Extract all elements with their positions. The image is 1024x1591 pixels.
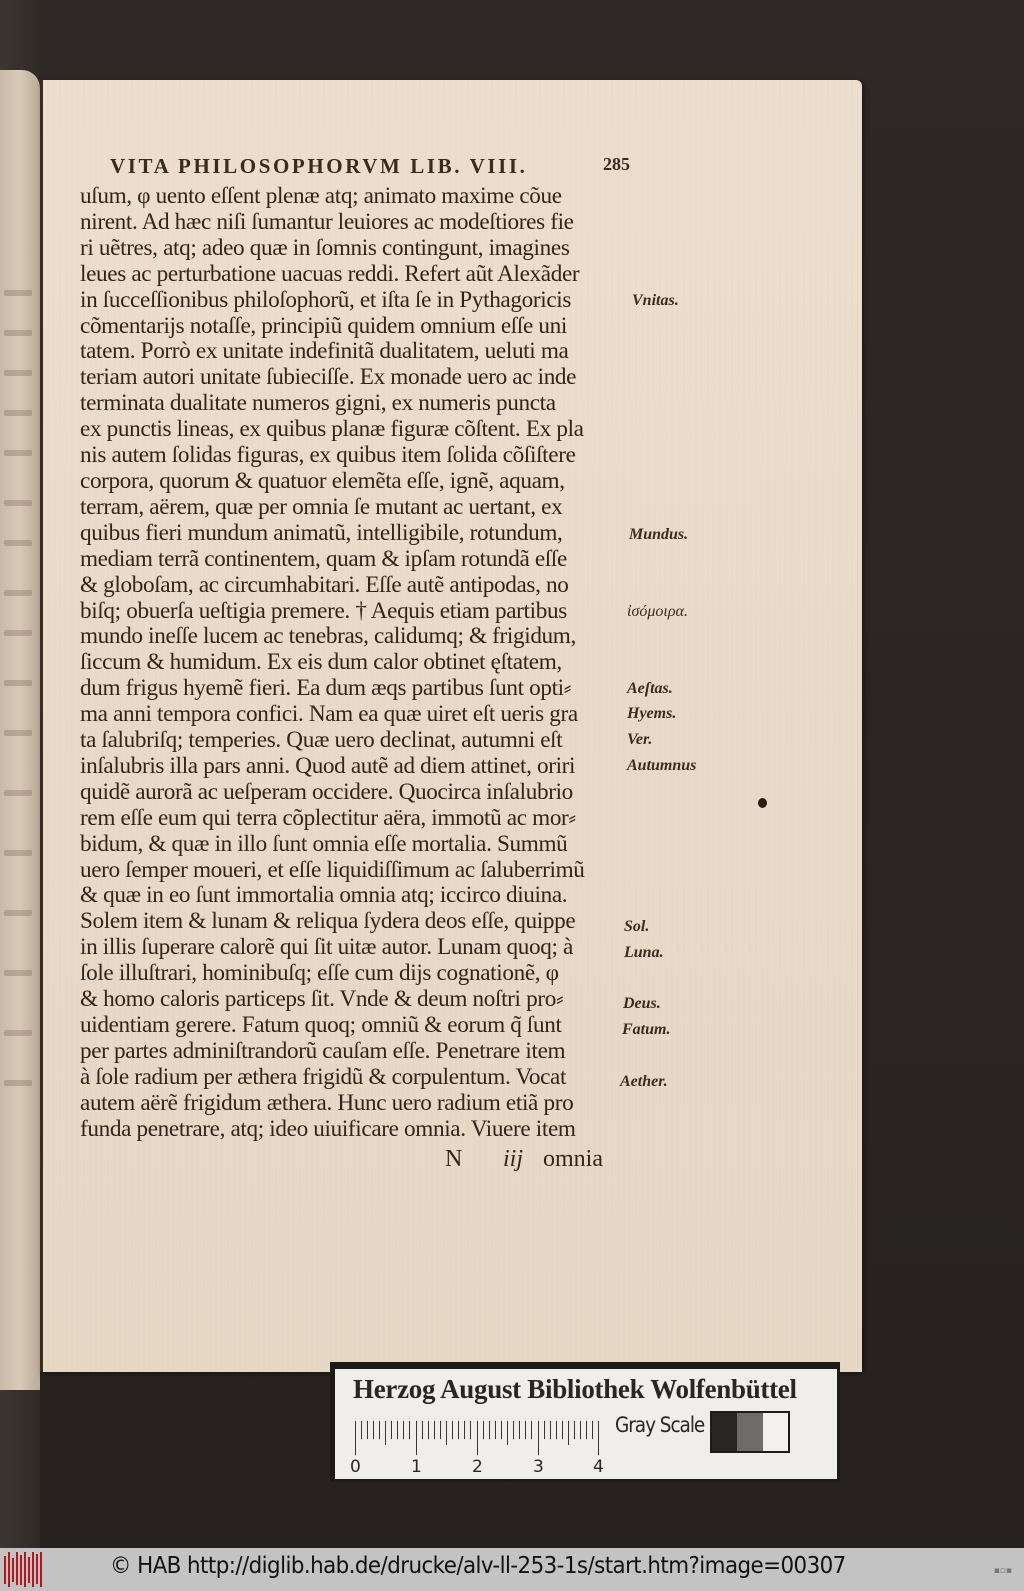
measurement-ruler [350,1421,604,1477]
text-line: uidentiam gerere. Fatum quoq; omniũ & eorum q̃ ſunt [80,1012,562,1038]
text-line: mundo ineſſe lucem ac tenebras, calidumq; & frigidum, [80,623,576,650]
text-line: ſole illuſtrari, hominibuſq; eſſe cum dijs cognationẽ, φ [80,960,559,987]
text-line: in illis ſuperare calorẽ qui ſit uitæ autor. Lunam quoq; à [80,934,573,961]
text-line: nirent. Ad hæc niſi ſumantur leuiores ac modeſtiores fie [80,208,574,235]
text-line: bidum, & quæ in illo ſunt omnia eſſe mortalia. Summũ [80,830,568,857]
text-line: uero ſemper moueri, et eſſe liquidiſſimum ac ſaluberrimũ [80,856,585,883]
text-line: ex punctis lineas, ex quibus planæ figuræ cõſtent. Ex pla [80,416,584,443]
text-line: in ſucceſſionibus philoſophorũ, et iſta ſe in Pythagoricis [80,286,572,313]
text-line: ri uẽtres, atq; adeo quæ in ſomnis contingunt, imagines [80,234,570,261]
text-line: terminata dualitate numeros gigni, ex numeris puncta [80,390,556,417]
text-line: biſq; obuerſa ueſtigia premere. † Aequis etiam partibus [80,597,567,624]
margin-note-aether: Aether. [620,1073,668,1090]
ruler-label-0: 0 [350,1457,361,1477]
text-line: à ſole radium per æthera frigidũ & corpulentum. Vocat [80,1063,567,1090]
text-line: leues ac perturbatione uacuas reddi. Refert aũt Alexãder [80,260,580,287]
gray-scale-label: Gray Scale [615,1413,705,1437]
margin-note-hyems: Hyems. [627,705,677,722]
margin-note-aestas: Aeſtas. [627,680,673,697]
text-line: & globoſam, ac circumhabitari. Eſſe autẽ antipodas, no [80,571,569,598]
footer-bar [0,1548,1024,1591]
copyright-link[interactable]: © HAB http://diglib.hab.de/drucke/alv-ll-253-1s/start.htm?image=00307 [110,1553,846,1579]
text-line: corpora, quorum & quatuor elemẽta eſſe, ignẽ, aquam, [80,467,565,494]
text-line: & quæ in eo ſunt immortalia omnia atq; iccirco diuina. [80,882,568,909]
text-line: cõmentarijs notaſſe, principiũ quidem omnium eſſe uni [80,312,567,339]
margin-note-autumnus: Autumnus [627,757,697,774]
swatch-dark [712,1413,737,1451]
text-line: per partes adminiſtrandorũ cauſam eſſe. Penetrare item [80,1037,566,1064]
text-line: uſum, φ uento eſſent plenæ atq; animato maxime cõue [80,183,562,209]
text-line: inſalubris illa pars anni. Quod autẽ ad diem attinet, oriri [80,752,576,779]
margin-note-ver: Ver. [627,731,653,748]
library-name: Herzog August Bibliothek Wolfenbüttel [353,1374,797,1404]
text-line: quidẽ aurorã ac ueſperam occidere. Quocirca inſalubrio [80,778,573,805]
color-reference-card [330,1362,840,1482]
text-line: terram, aërem, quæ per omnia ſe mutant ac uertant, ex [80,493,563,520]
text-line: & homo caloris particeps ſit. Vnde & deum noſtri pro⸗ [80,986,564,1013]
text-line: ta ſalubriſq; temperies. Quæ uero declinat, autumni eſt [80,727,563,754]
previous-page-edge [0,70,40,1390]
signature-mark: N [445,1146,463,1172]
text-line: nis autem ſolidas figuras, ex quibus item ſolida cõſiſtere [80,442,576,469]
text-line: dum frigus hyemẽ fieri. Ea dum æqs partibus ſunt opti⸗ [80,675,572,702]
menu-dots-icon[interactable]: ▪▫▪ [993,1566,1012,1576]
text-line: ſiccum & humidum. Ex eis dum calor obtinet ęſtatem, [80,649,562,676]
margin-note-luna: Luna. [624,944,664,961]
hab-barcode-logo-icon [4,1552,46,1587]
margin-note-mundus: Mundus. [629,526,689,543]
catchword: omnia [543,1146,603,1172]
text-line: rem eſſe eum qui terra cõplectitur aëra, immotũ ac mor⸗ [80,804,576,831]
ruler-label-3: 3 [533,1457,544,1477]
ruler-label-1: 1 [411,1457,422,1477]
margin-note-unitas: Vnitas. [632,292,679,309]
signature-number: iij [503,1146,524,1172]
margin-note-fatum: Fatum. [622,1021,671,1038]
swatch-mid [737,1413,762,1451]
text-line: quibus fieri mundum animatũ, intelligibile, rotundum, [80,519,563,546]
text-line: ma anni tempora confici. Nam ea quæ uiret eſt ueris gra [80,701,578,728]
margin-note-isomoira: ἰσόμοιρα. [627,603,688,620]
text-line: teriam autori unitate ſubieciſſe. Ex monade uero ac inde [80,364,577,391]
margin-note-deus: Deus. [623,995,661,1012]
gray-scale-swatches [710,1411,790,1453]
ruler-label-2: 2 [472,1457,483,1477]
folio-number: 285 [603,154,630,174]
text-line: mediam terrã continentem, quam & ipſam rotundã eſſe [80,545,567,572]
text-line: funda penetrare, atq; ideo uiuificare omnia. Viuere item [80,1115,576,1142]
ink-spot [758,798,767,808]
swatch-light [763,1413,788,1451]
text-line: Solem item & lunam & reliqua ſydera deos eſſe, quippe [80,908,576,935]
page-body-text [80,184,625,1143]
page-gutter [40,80,43,1372]
running-head-title: VITA PHILOSOPHORVM LIB. VIII. [110,154,528,178]
running-head [110,154,630,179]
text-line: tatem. Porrò ex unitate indefinitã dualitatem, ueluti ma [80,338,569,365]
margin-note-sol: Sol. [624,918,650,935]
text-line: autem aërẽ frigidum æthera. Hunc uero radium etiã pro [80,1089,574,1116]
ruler-label-4: 4 [593,1457,604,1477]
